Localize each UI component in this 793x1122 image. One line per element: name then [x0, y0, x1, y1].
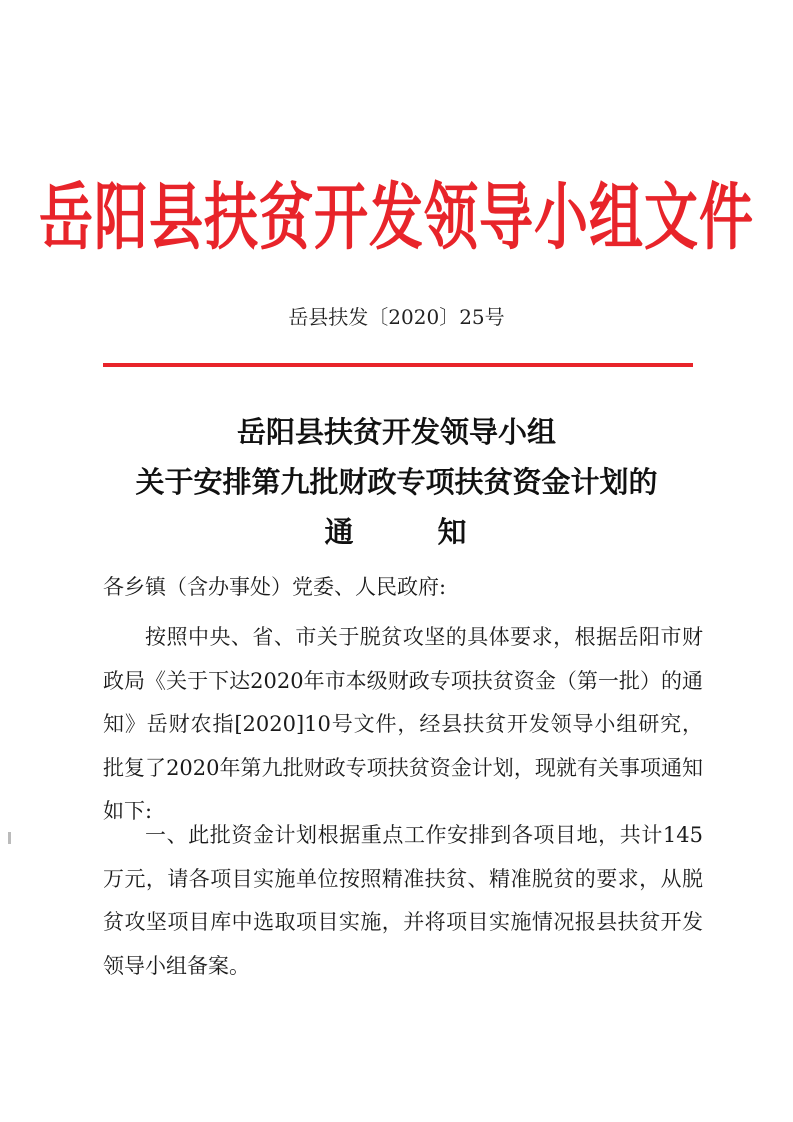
- body-paragraph-1: 按照中央、省、市关于脱贫攻坚的具体要求，根据岳阳市财政局《关于下达2020年市本级财政专项扶贫资金（第一批）的通知》岳财农指[2020]10号文件，经县扶贫开发领导小组研究，批复了2020年第九批财政专项扶贫资金计划，现就有关事项通知如下:: [103, 625, 703, 823]
- notice-title-line-2: 关于安排第九批财政专项扶贫资金计划的: [135, 465, 658, 499]
- red-divider-line: [103, 363, 693, 367]
- body-paragraph-2: 一、此批资金计划根据重点工作安排到各项目地，共计145万元，请各项目实施单位按照精准扶贫、精准脱贫的要求，从脱贫攻坚项目库中选取项目实施，并将项目实施情况报县扶贫开发领导小组备案。: [103, 823, 703, 978]
- document-number: 岳县扶发〔2020〕25号: [288, 305, 505, 329]
- notice-title-line-3: [0, 510, 793, 554]
- scan-edge-mark: [8, 832, 11, 844]
- notice-title-line-1: 岳阳县扶贫开发领导小组: [236, 415, 556, 449]
- notice-title-char-1: 通: [324, 515, 356, 549]
- notice-title-char-2: 知: [437, 515, 469, 549]
- salutation: 各乡镇（含办事处）党委、人民政府:: [103, 575, 447, 599]
- masthead-title: 岳阳县扶贫开发领导小组文件: [39, 174, 754, 260]
